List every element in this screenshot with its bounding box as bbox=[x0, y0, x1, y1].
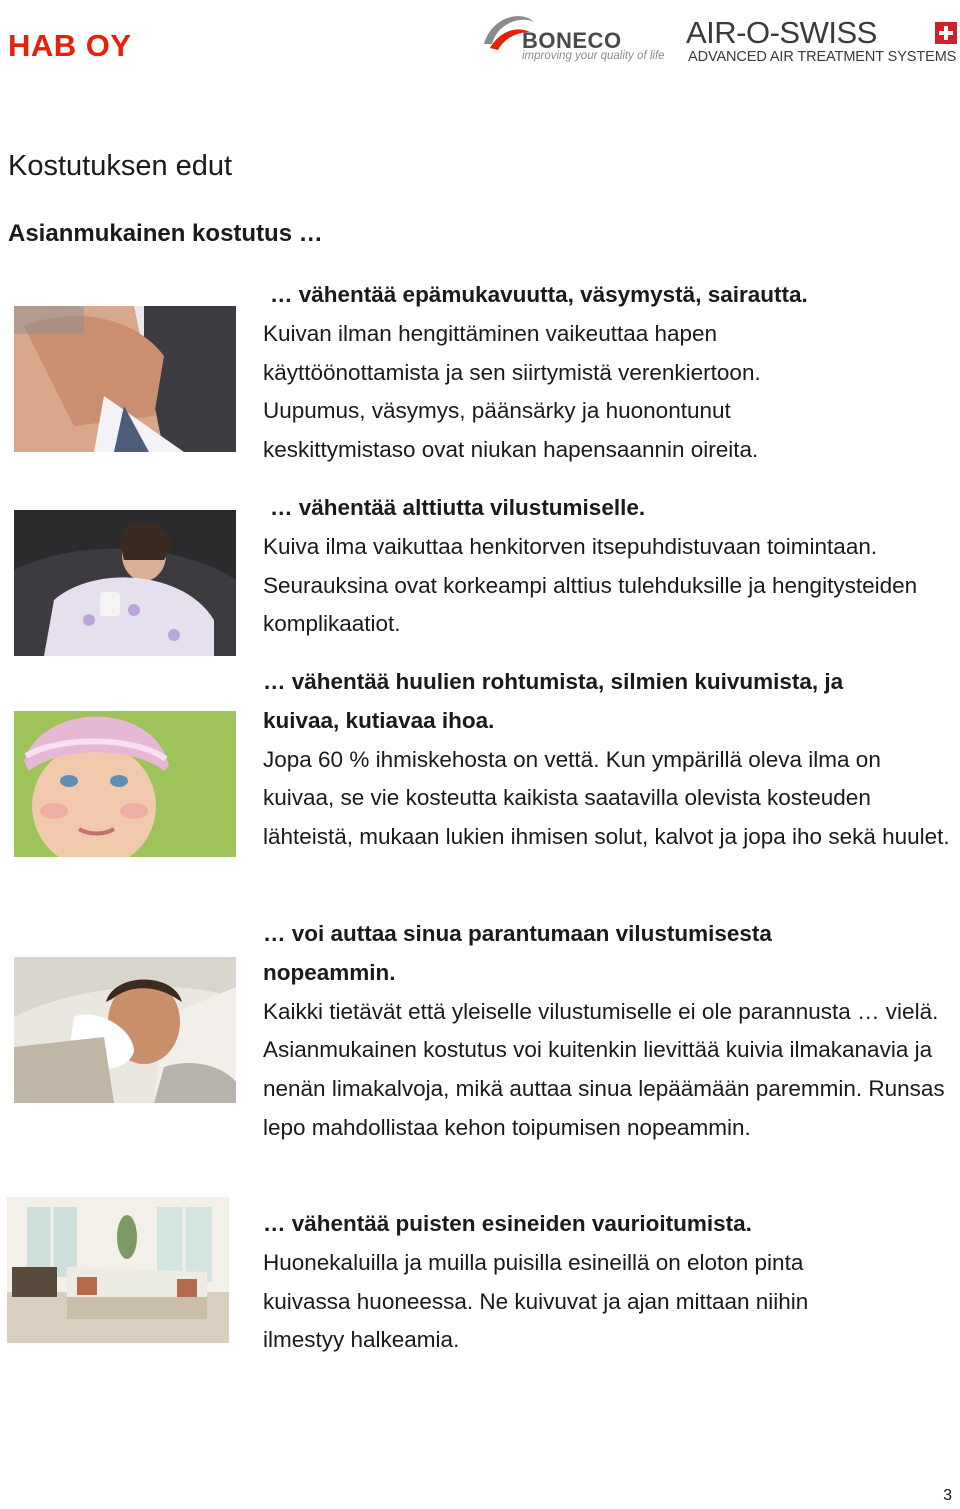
section-skin bbox=[263, 663, 955, 857]
section-recovery bbox=[263, 915, 955, 1148]
section-heading: … vähentää alttiutta vilustumiselle. bbox=[270, 495, 646, 520]
photo-living-room bbox=[7, 1197, 229, 1343]
page-title: Kostutuksen edut bbox=[8, 150, 233, 182]
subheading: Asianmukainen kostutus … bbox=[8, 220, 323, 247]
section-heading: … vähentää huulien rohtumista, silmien kuivumista, ja kuivaa, kutiavaa ihoa. bbox=[263, 669, 844, 733]
section-wood bbox=[263, 1205, 955, 1360]
section-body: Kuivan ilman hengittäminen vaikeuttaa hapen käyttöönottamista ja sen siirtymistä verenkiertoon. Uupumus, väsymys, päänsärky ja huonontunut keskittymistaso ovat niukan hapensaannin oireita. bbox=[263, 320, 761, 463]
section-heading: … vähentää epämukavuutta, väsymystä, sairautta. bbox=[270, 282, 808, 307]
section-body: Huonekaluilla ja muilla puisilla esineillä on eloton pinta kuivassa huoneessa. Ne kuivuvat ja ajan mittaan niihin ilmestyy halkeamia. bbox=[263, 1249, 809, 1353]
airoswiss-tagline: ADVANCED AIR TREATMENT SYSTEMS bbox=[688, 49, 957, 65]
section-heading: … voi auttaa sinua parantumaan vilustumisesta nopeammin. bbox=[263, 921, 772, 985]
page-number: 3 bbox=[943, 1487, 952, 1504]
photo-sick-woman-sofa bbox=[14, 510, 236, 656]
photo-tired-man bbox=[14, 306, 236, 452]
boneco-tagline: improving your quality of life bbox=[522, 50, 665, 62]
airoswiss-wordmark: AIR-O-SWISS bbox=[686, 15, 877, 50]
boneco-wordmark: BONECO bbox=[522, 28, 622, 53]
section-heading: … vähentää puisten esineiden vaurioitumista. bbox=[263, 1211, 752, 1236]
photo-girl-knit-hat bbox=[14, 711, 236, 857]
section-body: Jopa 60 % ihmiskehosta on vettä. Kun ympärillä oleva ilma on kuivaa, se vie kosteutta kaikista saatavilla olevista kosteuden lähteistä, mukaan lukien ihmisen solut, kalvot ja jopa iho sekä huulet. bbox=[263, 746, 950, 850]
airoswiss-logo bbox=[686, 16, 958, 68]
photo-man-tissue bbox=[14, 957, 236, 1103]
company-name: HAB OY bbox=[8, 28, 132, 63]
section-body: Kuiva ilma vaikuttaa henkitorven itsepuhdistuvaan toimintaan. Seurauksina ovat korkeampi alttius tulehduksille ja hengitysteiden komplikaatiot. bbox=[263, 533, 918, 637]
swiss-cross-icon bbox=[935, 22, 957, 44]
section-body: Kaikki tietävät että yleiselle vilustumiselle ei ole parannusta … vielä. Asianmukainen kostutus voi kuitenkin lievittää kuivia ilmakanavia ja nenän limakalvoja, mikä auttaa sinua lepäämään paremmin. Runsas lepo mahdollistaa kehon toipumisen nopeammin. bbox=[263, 998, 945, 1140]
section-fatigue bbox=[263, 276, 955, 470]
section-colds bbox=[263, 489, 955, 644]
boneco-logo bbox=[478, 6, 673, 66]
